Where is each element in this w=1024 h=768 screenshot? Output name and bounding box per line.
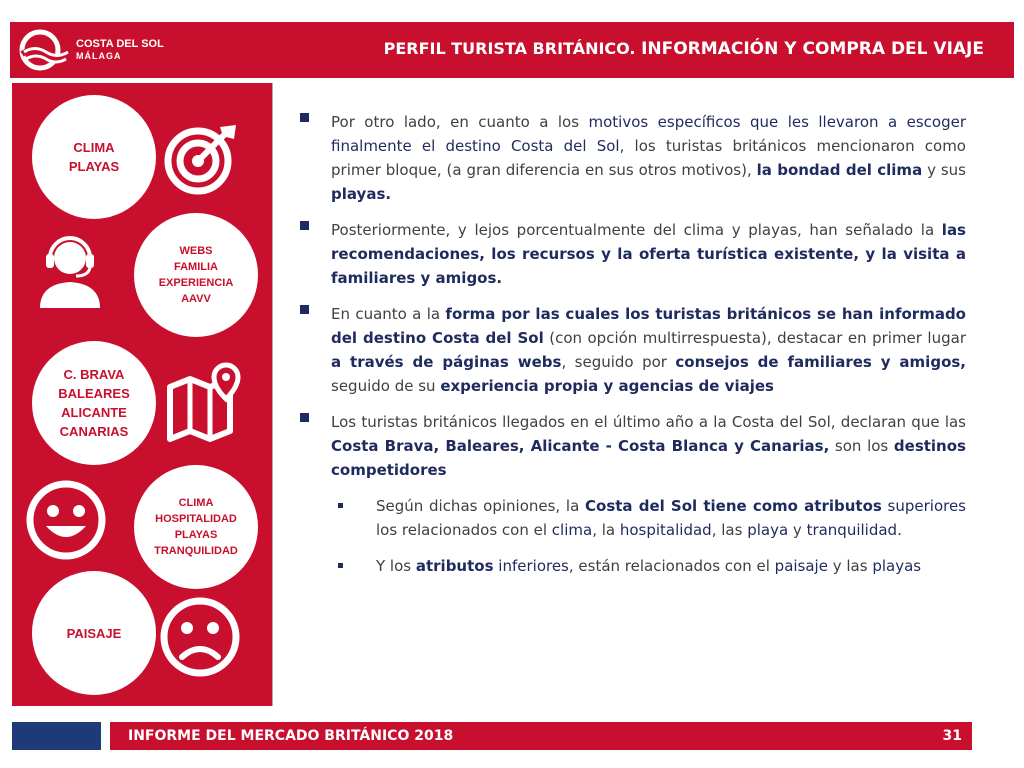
sub-bullet-marker bbox=[338, 563, 343, 568]
costa-del-sol-logo bbox=[18, 28, 178, 72]
text: seguido de su bbox=[331, 377, 441, 395]
text-highlight: hospitalidad bbox=[619, 521, 712, 539]
page-title bbox=[384, 39, 984, 59]
text: Los turistas británicos llegados en el último año a la Costa del Sol, declaran que las bbox=[331, 413, 966, 431]
text: (con opción multirrespuesta), destacar en primer lugar bbox=[543, 329, 966, 347]
header-bar bbox=[10, 22, 1014, 78]
footer-title: INFORME DEL MERCADO BRITÁNICO 2018 bbox=[128, 728, 454, 744]
main-content bbox=[300, 110, 966, 590]
bullet-recomendaciones bbox=[300, 218, 966, 290]
text: son los bbox=[829, 437, 894, 455]
circle-label: WEBS FAMILIA EXPERIENCIA AAVV bbox=[158, 245, 234, 305]
headset-user-icon bbox=[28, 228, 112, 312]
bullet-competidores bbox=[300, 410, 966, 482]
text: , los turistas británicos mencionaron como primer bloque, (a gran diferencia en sus otros motivos), bbox=[331, 137, 966, 179]
text: , están relacionados con el bbox=[568, 557, 775, 575]
logo-line-1: COSTA DEL SOL bbox=[76, 38, 164, 50]
sub-bullet-superiores bbox=[300, 494, 966, 542]
text-bold: forma por las cuales los turistas británicos se han informado del destino Costa del Sol bbox=[331, 305, 966, 347]
text: , la bbox=[592, 521, 620, 539]
text-highlight: playas bbox=[872, 557, 922, 575]
text-highlight: playa bbox=[747, 521, 789, 539]
sub-bullet-inferiores bbox=[300, 554, 966, 578]
text: Según dichas opiniones, la bbox=[376, 497, 585, 515]
text-highlight: clima bbox=[551, 521, 593, 539]
text-highlight: motivos específicos que les llevaron a escoger finalmente el destino Costa del Sol bbox=[331, 113, 966, 155]
text: , seguido por bbox=[561, 353, 676, 371]
text-bold: las recomendaciones, los recursos y la oferta turística existente, y la visita a familiares y amigos. bbox=[331, 221, 966, 287]
text-bold: Costa del Sol tiene como atributos bbox=[585, 497, 882, 515]
text: Por otro lado, en cuanto a los bbox=[331, 113, 589, 131]
text-bold: la bondad del clima bbox=[756, 161, 923, 179]
circle-label: PAISAJE bbox=[66, 625, 122, 641]
sub-bullet-marker bbox=[338, 503, 343, 508]
circle-label: CLIMA HOSPITALIDAD PLAYAS TRANQUILIDAD bbox=[154, 497, 238, 557]
circle-label: C. BRAVA BALEARES ALICANTE CANARIAS bbox=[58, 367, 130, 439]
text-bold: destinos competidores bbox=[331, 437, 966, 479]
circle-clima-playas bbox=[32, 95, 156, 219]
page-number: 31 bbox=[942, 728, 962, 744]
text-bold: experiencia propia y agencias de viajes bbox=[440, 377, 774, 395]
target-icon bbox=[160, 115, 244, 199]
circle-atributos-superiores bbox=[134, 465, 258, 589]
text: , las bbox=[711, 521, 748, 539]
bullet-motivos bbox=[300, 110, 966, 206]
sad-face-icon bbox=[158, 595, 242, 679]
text-bold: Costa Brava, Baleares, Alicante - Costa Blanca y Canarias, bbox=[331, 437, 830, 455]
text-highlight: paisaje bbox=[774, 557, 828, 575]
bullet-marker bbox=[300, 413, 309, 422]
bullet-marker bbox=[300, 221, 309, 230]
footer-accent-block bbox=[12, 722, 101, 750]
map-pin-icon bbox=[164, 361, 248, 445]
text-highlight: inferiores bbox=[498, 557, 569, 575]
text-bold: atributos bbox=[415, 557, 494, 575]
title-part-2: INFORMACIÓN Y COMPRA DEL VIAJE bbox=[641, 39, 984, 59]
logo-line-2: MÁLAGA bbox=[76, 51, 122, 61]
text: En cuanto a la bbox=[331, 305, 446, 323]
happy-face-icon bbox=[24, 478, 108, 562]
text-highlight: superiores bbox=[887, 497, 966, 515]
bullet-marker bbox=[300, 113, 309, 122]
text: y bbox=[788, 521, 807, 539]
circle-webs-familia bbox=[134, 213, 258, 337]
text-bold: playas. bbox=[331, 185, 392, 203]
circle-label: CLIMA PLAYAS bbox=[68, 140, 120, 174]
circle-competidores bbox=[32, 341, 156, 465]
circle-paisaje bbox=[32, 571, 156, 695]
sidebar-panel bbox=[12, 83, 273, 706]
title-part-1: PERFIL TURISTA BRITÁNICO. bbox=[383, 39, 636, 58]
text-bold: consejos de familiares y amigos, bbox=[675, 353, 966, 371]
text-highlight: tranquilidad. bbox=[806, 521, 902, 539]
footer-bar bbox=[110, 722, 972, 750]
text: los relacionados con el bbox=[376, 521, 552, 539]
text: Y los bbox=[376, 557, 416, 575]
text: y sus bbox=[922, 161, 966, 179]
bullet-forma-informado bbox=[300, 302, 966, 398]
text-bold: a través de páginas webs bbox=[331, 353, 562, 371]
bullet-marker bbox=[300, 305, 309, 314]
logo-waves-icon bbox=[18, 28, 70, 72]
text: Posteriormente, y lejos porcentualmente del clima y playas, han señalado la bbox=[331, 221, 942, 239]
logo-text bbox=[76, 38, 164, 62]
text: y las bbox=[827, 557, 873, 575]
